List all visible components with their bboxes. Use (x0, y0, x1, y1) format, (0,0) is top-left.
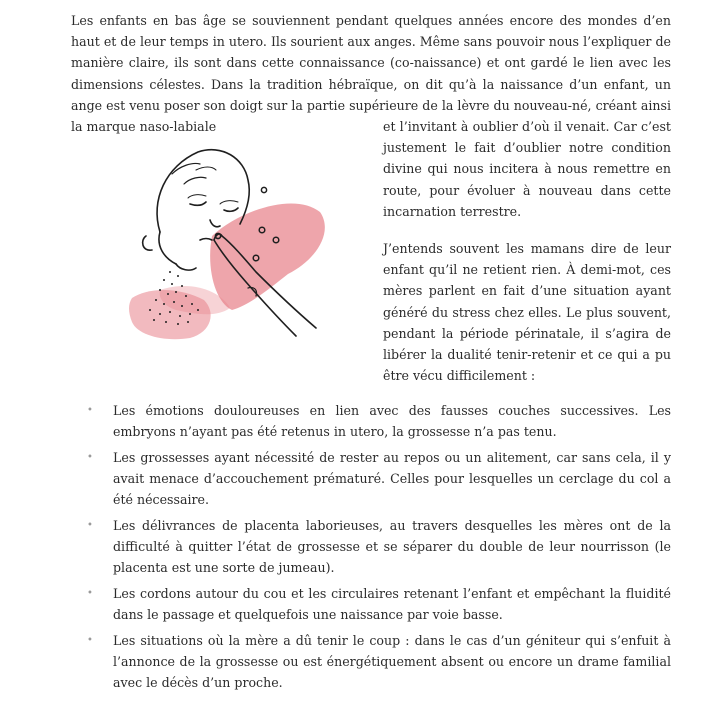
bullet-dot: • (87, 588, 93, 600)
bullet-dot: • (87, 451, 93, 463)
list-item-text: Les émotions douloureuses en lien avec des fausses couches successives. Les embryons n’ayant pas été retenus in utero, la grossesse n’a pas tenu. (113, 403, 671, 440)
list-item-text: Les délivrances de placenta laborieuses, au travers desquelles les mères ont de la difficulté à quitter l’état de grossesse et se séparer du double de leur nourrisson (le placenta est une sorte de jumeau). (113, 518, 671, 576)
list-item (87, 630, 671, 694)
bullet-dot: • (87, 635, 93, 647)
continuation-paragraph: et l’invitant à oublier d’où il venait. Car c’est justement le fait d’oublier notre condition divine qui nous incitera à nous remettre en route, pour évoluer à nouveau dans cette incarnation terrestre. (383, 119, 671, 219)
list-item (87, 515, 671, 579)
list-item-text: Les cordons autour du cou et les circulaires retenant l’enfant et empêchant la fluidité dans le passage et quelquefois une naissance par voie basse. (113, 586, 671, 623)
bullet-dot: • (87, 520, 93, 532)
bullet-dot: • (87, 405, 93, 416)
mothers-paragraph: J’entends souvent les mamans dire de leur enfant qu’il ne retient rien. À demi-mot, ces mères parlent en fait d’une situation ayant généré du stress chez elles. Le plus souvent, pendant la période périnatale, il s’agira de libérer la dualité tenir-retenir et ce qui a pu être vécu difficilement : (383, 241, 671, 384)
situations-list (87, 400, 671, 698)
baby-angel-finger-illustration (120, 140, 340, 360)
intro-paragraph: Les enfants en bas âge se souviennent pendant quelques années encore des mondes d’en haut et de leur temps in utero. Ils sourient aux anges. Même sans pouvoir nous l’expliquer de manière claire, ils sont dans cette connaissance (co-naissance) et ont gardé le lien avec les dimensions célestes. Dans la tradition hébraïque, on dit qu’à la naissance d’un enfant, un ange est venu poser son doigt sur la partie supérieure de la lèvre du nouveau-né, créant ainsi la marque naso-labiale (71, 13, 671, 135)
list-item (87, 583, 671, 625)
list-item-text: Les grossesses ayant nécessité de rester au repos ou un alitement, car sans cela, il y avait menace d’accouchement prématuré. Celles pour lesquelles un cerclage du col a été nécessaire. (113, 449, 671, 508)
list-item (87, 447, 671, 511)
list-item (87, 400, 671, 442)
list-item-text: Les situations où la mère a dû tenir le coup : dans le cas d’un géniteur qui s’enfuit à l’annonce de la grossesse ou est énergétiquement absent ou encore un drame familial avec le décès d’un proche. (113, 633, 671, 691)
